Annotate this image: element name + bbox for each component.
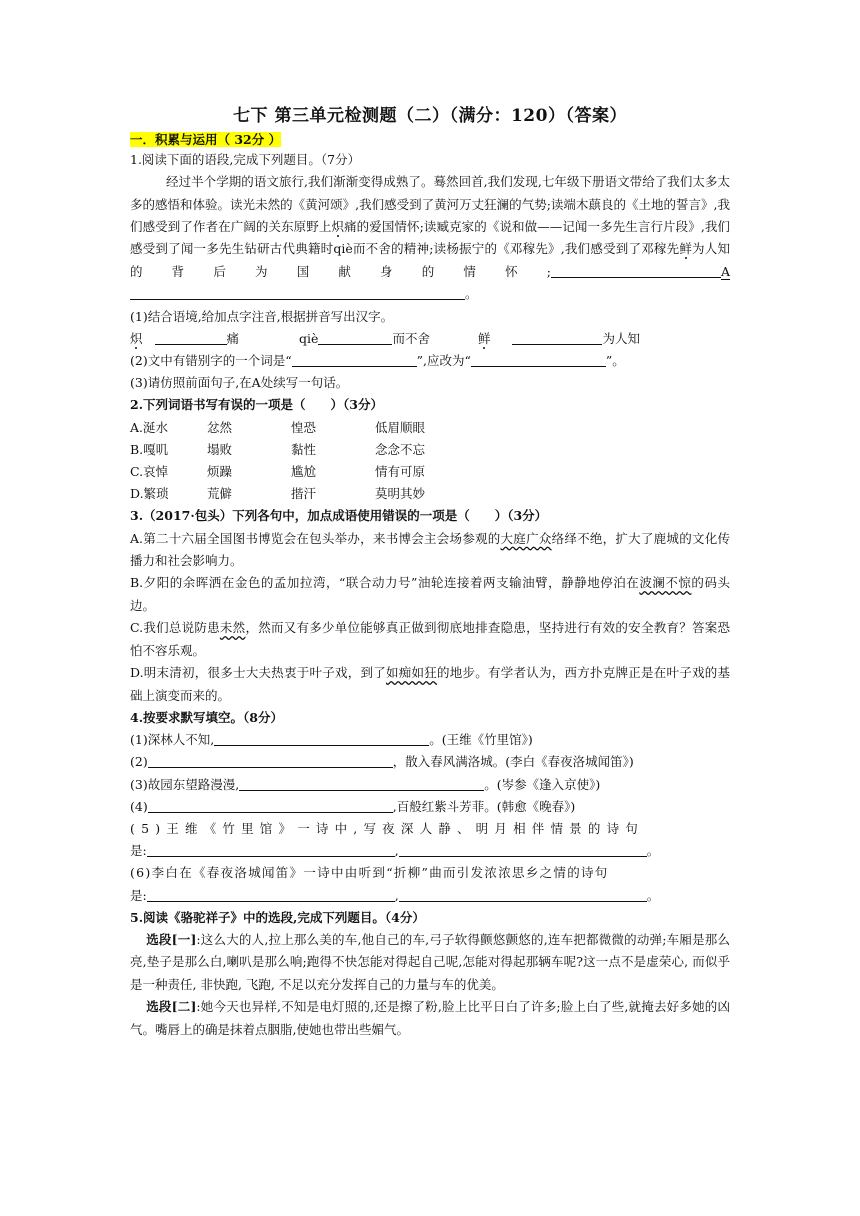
option-c-post: ，然而又有多少单位能够真正做到彻底地排查隐患，坚持进行有效的安全教育？答案恐怕不容乐观。 [130,620,730,658]
period: 。 [646,887,660,903]
fill-blank-1[interactable] [214,731,429,746]
word-3-after: 为人知 [602,330,640,346]
option-c-pre: C.我们总说防患 [130,620,220,636]
question-4-item-3 [130,774,730,796]
pinyin-blank-3[interactable] [512,330,602,345]
option-word: 揩汗 [291,486,317,502]
fill-blank-2[interactable] [148,753,393,768]
option-word: 莫明其妙 [375,486,426,502]
document-page [130,104,730,1041]
option-word: 烦躁 [207,464,233,480]
question-4-item-2 [130,751,730,773]
question-1-sub-1: (1)结合语境,给加点字注音,根据拼音写出汉字。 [130,308,394,324]
fill-blank-3[interactable] [239,776,484,791]
excerpt-1-text: :这么大的人,拉上那么美的车,他自己的车,弓子软得颤悠颤悠的,连车把都微微的动弹;车厢是那么亮,垫子是那么白,喇叭是那么响;跑得不快怎能对得起自己呢,怎能对得起那辆车呢?这一点不是虚荣心, 而似乎是一种责任, 非快跑, 飞跑, 不足以充分发挥自己的力量与车的优美。 [130,931,730,992]
passage-part-2: 痛的爱国情怀;读臧克家的《说和做——记闻一多先生言行片段》,我们感受到了闻一多先生钻研古代典籍时qiè而不舍的精神;读杨振宁的《邓稼先》,我们感受到了邓稼先 [130,219,730,257]
fill-blank-4[interactable] [148,798,393,813]
option-d-idiom: 如痴如狂 [386,665,438,681]
question-4-stem: 4.按要求默写填空。（8分） [130,709,283,725]
option-word: 低眉顺眼 [375,419,426,435]
question-3-option-c[interactable] [130,617,730,662]
question-4-item-5: (5)王维《竹里馆》一诗中,写夜深人静、明月相伴情景的诗句 [130,820,644,836]
option-word: B.嘎叽 [130,441,169,457]
option-word: 念念不忘 [375,441,426,457]
blank-marker-a: A [720,263,730,279]
fill-blank-6b[interactable] [399,887,647,902]
sub-2-text-a: (2)文中有错别字的一个词是“ [130,353,292,369]
section-heading [130,130,730,149]
item-3-text-b: 。(岑参《逢入京使》) [484,776,601,792]
passage-part-3: 为人知的背后为国献身的情怀; [130,241,730,279]
word-3: 鲜 [477,330,491,346]
excerpt-2-label: 选段[二] [146,999,197,1015]
question-4-item-4 [130,796,730,818]
dotted-char-1: 炽 [331,219,345,235]
question-2-option-b[interactable] [130,439,730,461]
answer-blank-a1[interactable] [551,263,721,278]
comma: , [394,887,399,903]
option-word: 情有可原 [375,464,426,480]
question-1-passage [130,171,730,305]
question-3-option-d[interactable] [130,662,730,707]
question-4-item-1 [130,729,730,751]
option-a-idiom: 大庭广众 [500,530,552,546]
option-word: 塌败 [207,441,233,457]
option-b-idiom: 波澜不惊 [639,575,692,591]
question-5-stem: 5.阅读《骆驼祥子》中的选段,完成下列题目。（4分） [130,909,425,925]
item-5-lead: 是: [130,843,147,859]
sub-2-text-b: ”,应改为“ [416,353,471,369]
section-heading-text: 一．积累与运用（ 32分 ） [130,132,282,147]
excerpt-2-text: :她今天也异样,不知是电灯照的,还是擦了粉,脸上比平日白了许多;脸上白了些,就掩去好多她的凶气。嘴唇上的确是抹着点胭脂,使她也带出些媚气。 [130,999,730,1037]
question-2-stem: 2.下列词语书写有误的一项是（ ）（3分） [130,397,383,413]
question-3-option-a[interactable] [130,528,730,573]
correct-word-blank[interactable] [471,352,606,367]
word-1: 炽 [130,330,143,346]
fill-blank-6a[interactable] [147,887,395,902]
question-1-sub-3: (3)请仿照前面句子,在A处续写一句话。 [130,375,349,391]
option-d-post: 的地步。有学者认为，西方扑克牌正是在叶子戏的基础上演变而来的。 [130,665,730,703]
item-1-text-a: (1)深林人不知, [130,732,215,748]
question-2-option-c[interactable] [130,461,730,483]
option-word: 尴尬 [291,464,317,480]
comma: , [394,843,399,859]
fill-blank-5a[interactable] [147,842,395,857]
answer-blank-a2[interactable] [130,285,465,300]
question-2-option-d[interactable] [130,483,730,505]
option-c-idiom: 未然 [219,620,246,636]
item-2-text-a: (2) [130,754,148,770]
option-word: 忿然 [207,419,233,435]
fill-blank-5b[interactable] [399,842,647,857]
word-2: qiè [299,330,319,346]
sub-2-text-c: ”。 [605,353,625,369]
item-3-text-a: (3)故园东望路漫漫, [130,776,240,792]
question-1-stem: 1.阅读下面的语段,完成下列题目。（7分） [130,152,361,167]
question-1-sub-2 [130,350,730,372]
option-d-pre: D.明末清初，很多士大夫热衷于叶子戏，到了 [130,665,387,681]
question-3-option-b[interactable] [130,572,730,617]
pinyin-blank-1[interactable] [155,330,227,345]
item-4-text-a: (4) [130,798,148,814]
item-1-text-b: 。(王维《竹里馆》) [429,732,533,748]
dotted-char-2: 鲜 [679,241,693,257]
excerpt-1 [130,929,730,996]
option-word: 黏性 [291,441,317,457]
item-6-lead: 是: [130,887,147,903]
question-2-option-a[interactable] [130,417,730,439]
page-title: 七下 第三单元检测题（二）（满分：120）（答案） [233,106,627,126]
item-2-text-b: ，散入春风满洛城。(李白《春夜洛城闻笛》) [392,754,634,770]
option-a-post: 络绎不绝，扩大了鹿城的文化传播力和社会影响力。 [130,530,730,569]
excerpt-2 [130,996,730,1041]
question-4-item-5-answer [130,840,730,862]
option-b-pre: B.夕阳的余晖洒在金色的孟加拉湾，“联合动力号”油轮连接着两支输油臂，静静地停泊在 [130,575,640,591]
option-word: C.哀悼 [130,464,169,480]
option-word: D.繁琐 [130,486,169,502]
period: 。 [646,843,660,859]
excerpt-1-label: 选段[一] [146,931,197,947]
option-word: 荒僻 [207,486,233,502]
word-2-after: 而不舍 [392,330,430,346]
question-1-pinyin-row [130,328,730,350]
option-word: 惶恐 [291,419,317,435]
passage-end: 。 [465,286,478,302]
option-a-pre: A.第二十六届全国图书博览会在包头举办，来书博会主会场参观的 [130,530,501,546]
item-4-text-b: ,百般红紫斗芳菲。(韩愈《晚春》) [392,798,576,814]
option-word: A.涎水 [130,419,169,435]
wrong-word-blank[interactable] [292,352,417,367]
option-b-post: 的码头边。 [130,575,730,613]
hanzi-blank-2[interactable] [318,330,392,345]
question-3-stem: 3.（2017·包头）下列各句中，加点成语使用错误的一项是（ ）（3分） [130,508,548,524]
question-4-item-6-answer [130,885,730,907]
passage-part-1: 经过半个学期的语文旅行,我们渐渐变得成熟了。蓦然回首,我们发现,七年级下册语文带给了我们太多太多的感悟和体验。读光未然的《黄河颂》,我们感受到了黄河万丈狂澜的气势;读端木蕻良的《土地的誓言》,我们感受到了作者在广阔的关东原野上 [130,174,730,235]
word-1-after: 痛 [226,330,240,346]
question-4-item-6: (6)李白在《春夜洛城闻笛》一诗中由听到“折柳”曲而引发浓浓思乡之情的诗句 [130,865,609,881]
